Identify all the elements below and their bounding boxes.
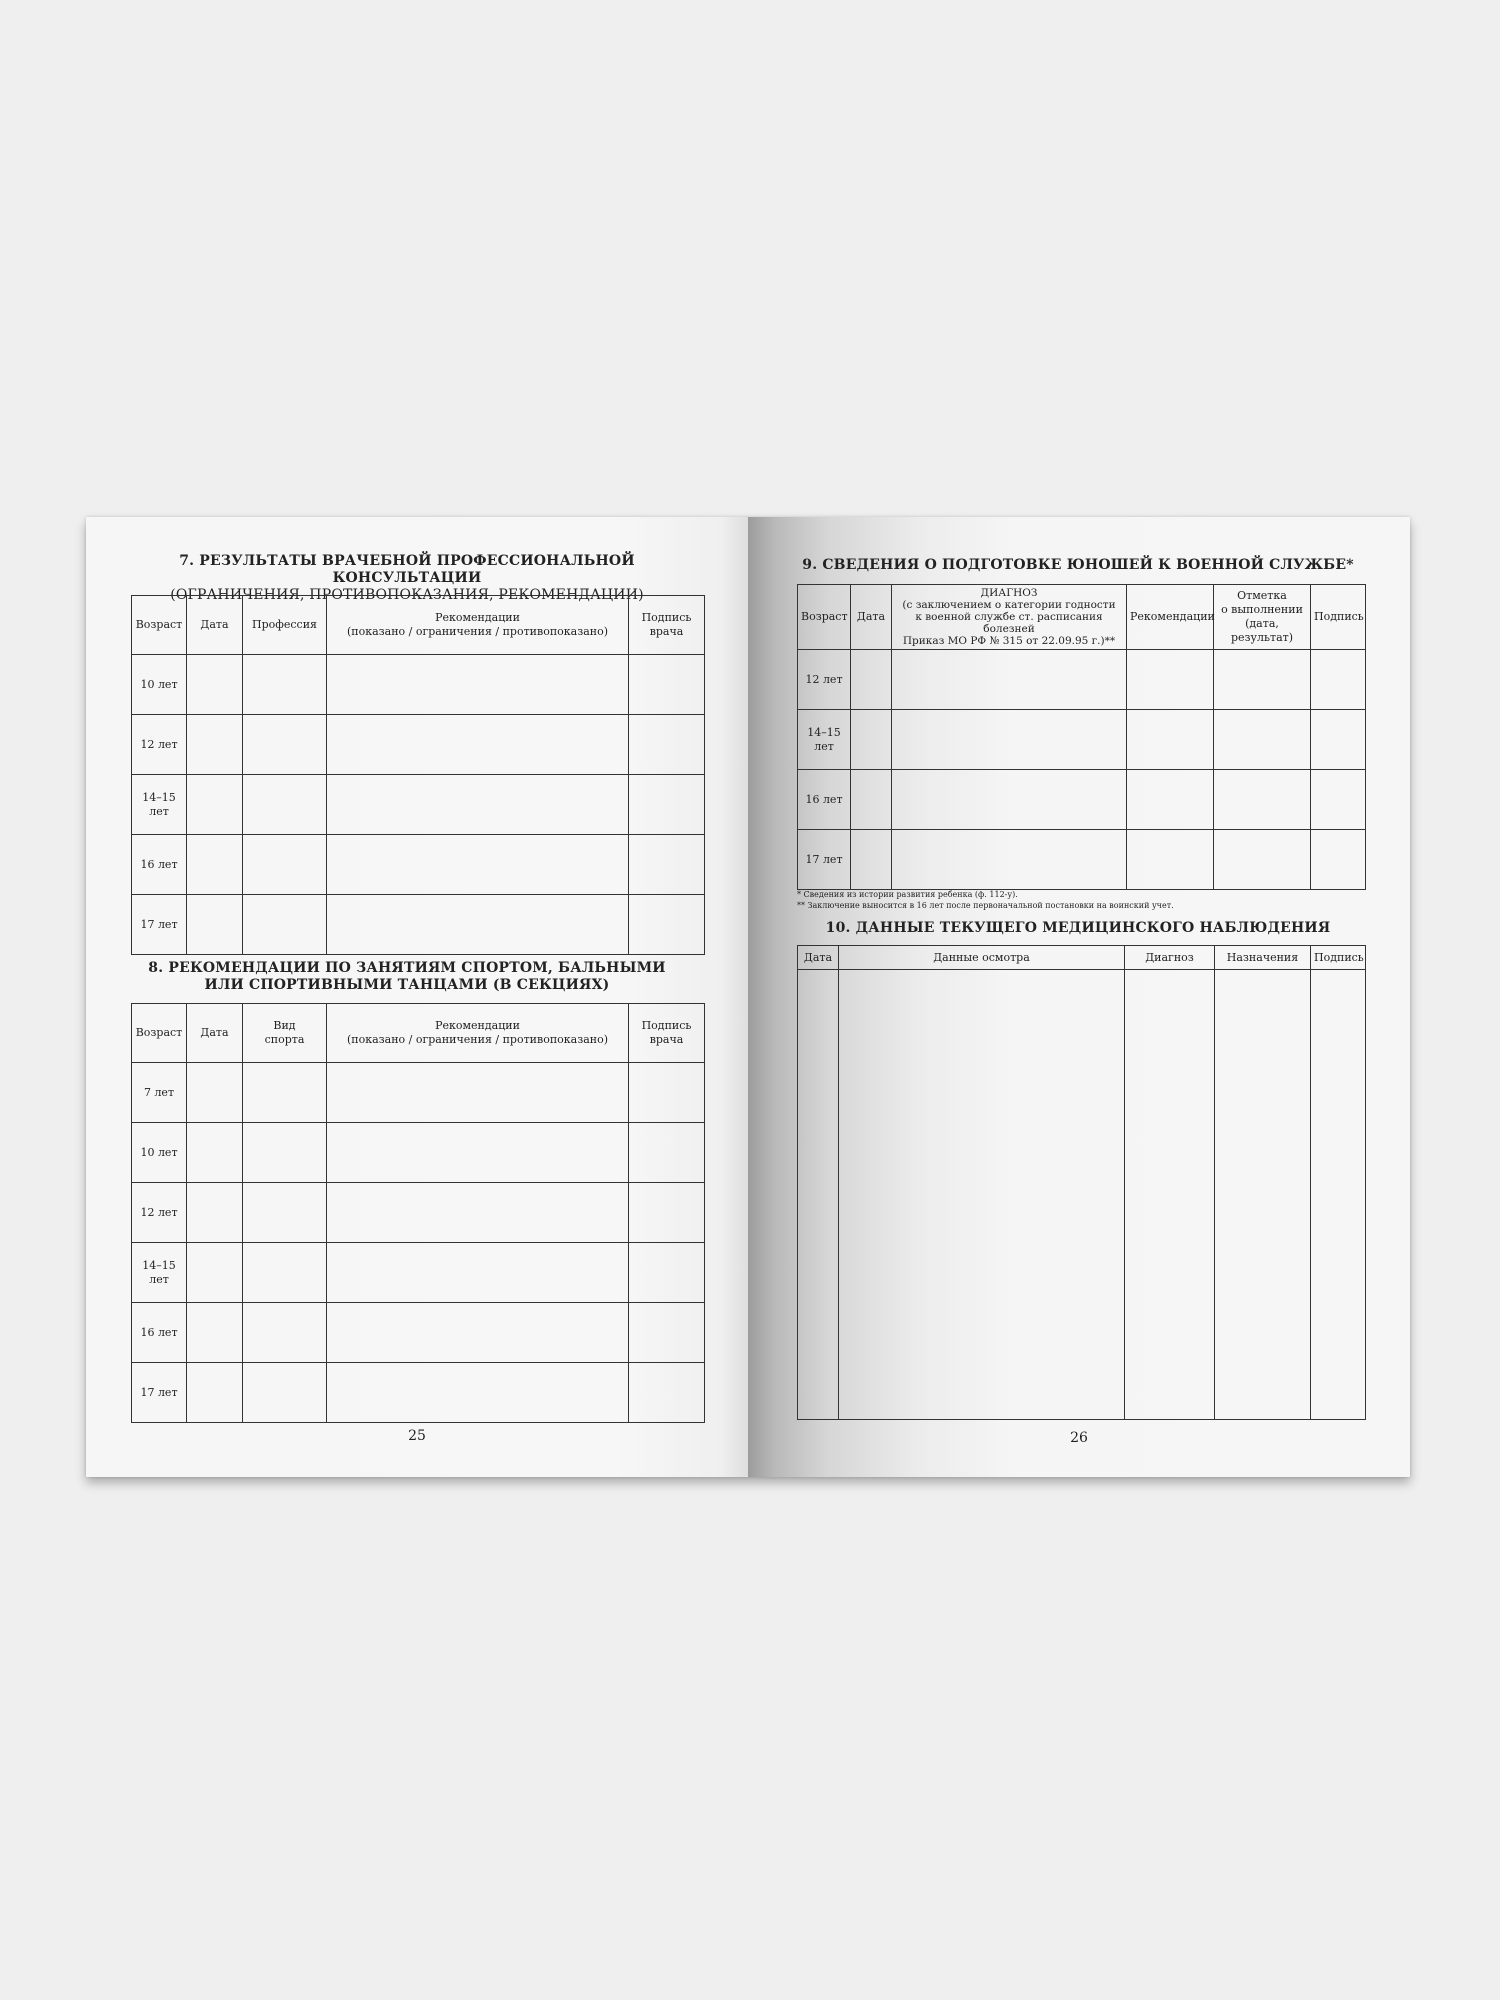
section8-heading <box>116 960 698 994</box>
signature-cell[interactable] <box>629 715 705 775</box>
signature-cell[interactable] <box>629 1363 705 1423</box>
profession-cell[interactable] <box>243 715 327 775</box>
recommendation-cell[interactable] <box>327 715 629 775</box>
table-row <box>132 1063 705 1123</box>
age-cell: 17 лет <box>132 1363 187 1423</box>
recommendation-cell[interactable] <box>327 1243 629 1303</box>
sport-cell[interactable] <box>243 1063 327 1123</box>
open-booklet <box>86 517 1410 1477</box>
date-cell[interactable] <box>851 770 892 830</box>
section10-table <box>797 945 1366 1420</box>
footnote-1: * Сведения из истории развития ребенка (ф. 112-у). <box>797 890 1018 899</box>
date-cell[interactable] <box>851 830 892 890</box>
sport-cell[interactable] <box>243 1303 327 1363</box>
section9-title: 9. СВЕДЕНИЯ О ПОДГОТОВКЕ ЮНОШЕЙ К ВОЕННОЙ СЛУЖБЕ* <box>802 557 1354 573</box>
table-row <box>132 715 705 775</box>
signature-cell[interactable] <box>1311 970 1366 1420</box>
section7-title: 7. РЕЗУЛЬТАТЫ ВРАЧЕБНОЙ ПРОФЕССИОНАЛЬНОЙ КОНСУЛЬТАЦИИ <box>179 553 635 586</box>
signature-cell[interactable] <box>1311 770 1366 830</box>
col-header-prescriptions: Назначения <box>1215 946 1311 970</box>
col-header-diagnosis: Диагноз <box>1125 946 1215 970</box>
sport-cell[interactable] <box>243 1123 327 1183</box>
age-cell: 16 лет <box>132 835 187 895</box>
profession-cell[interactable] <box>243 775 327 835</box>
completion-cell[interactable] <box>1214 650 1311 710</box>
table-row <box>132 895 705 955</box>
recommendation-cell[interactable] <box>327 1123 629 1183</box>
date-cell[interactable] <box>187 1243 243 1303</box>
col-header-recommendations: Рекомендации (показано / ограничения / противопоказано) <box>327 1004 629 1063</box>
profession-cell[interactable] <box>243 835 327 895</box>
recommendation-cell[interactable] <box>1127 830 1214 890</box>
diagnosis-cell[interactable] <box>892 710 1127 770</box>
recommendation-cell[interactable] <box>1127 650 1214 710</box>
age-cell: 10 лет <box>132 655 187 715</box>
table-row <box>132 1363 705 1423</box>
footnote-2: ** Заключение выносится в 16 лет после первоначальной постановки на воинский учет. <box>797 901 1174 910</box>
signature-cell[interactable] <box>1311 710 1366 770</box>
signature-cell[interactable] <box>629 1303 705 1363</box>
col-header-age: Возраст <box>132 596 187 655</box>
age-cell: 7 лет <box>132 1063 187 1123</box>
col-header-sport-type: Вид спорта <box>243 1004 327 1063</box>
section10-title: 10. ДАННЫЕ ТЕКУЩЕГО МЕДИЦИНСКОГО НАБЛЮДЕНИЯ <box>825 920 1331 936</box>
recommendation-cell[interactable] <box>327 655 629 715</box>
date-cell[interactable] <box>187 655 243 715</box>
table-header-row <box>132 1004 705 1063</box>
sport-cell[interactable] <box>243 1243 327 1303</box>
age-cell: 16 лет <box>798 770 851 830</box>
diagnosis-cell[interactable] <box>892 830 1127 890</box>
table-row <box>798 770 1366 830</box>
table-row <box>132 1243 705 1303</box>
exam-data-cell[interactable] <box>839 970 1125 1420</box>
recommendation-cell[interactable] <box>327 1183 629 1243</box>
signature-cell[interactable] <box>629 1183 705 1243</box>
signature-cell[interactable] <box>629 1243 705 1303</box>
section9-table <box>797 584 1366 890</box>
table-row <box>132 835 705 895</box>
date-cell[interactable] <box>187 835 243 895</box>
col-header-signature: Подпись <box>1311 585 1366 650</box>
prescriptions-cell[interactable] <box>1215 970 1311 1420</box>
col-header-signature: Подпись <box>1311 946 1366 970</box>
date-cell[interactable] <box>187 1303 243 1363</box>
col-header-diagnosis: ДИАГНОЗ (с заключением о категории годности к военной службе ст. расписания болезней Приказ МО РФ № 315 от 22.09.95 г.)** <box>892 585 1127 650</box>
signature-cell[interactable] <box>1311 650 1366 710</box>
col-header-age: Возраст <box>132 1004 187 1063</box>
date-cell[interactable] <box>851 710 892 770</box>
completion-cell[interactable] <box>1214 830 1311 890</box>
age-cell: 14–15 лет <box>132 1243 187 1303</box>
age-cell: 16 лет <box>132 1303 187 1363</box>
col-header-age: Возраст <box>798 585 851 650</box>
col-header-recommendations: Рекомендации <box>1127 585 1214 650</box>
completion-cell[interactable] <box>1214 770 1311 830</box>
profession-cell[interactable] <box>243 895 327 955</box>
date-cell[interactable] <box>851 650 892 710</box>
recommendation-cell[interactable] <box>327 775 629 835</box>
col-header-date: Дата <box>851 585 892 650</box>
section7-subtitle: (ОГРАНИЧЕНИЯ, ПРОТИВОПОКАЗАНИЯ, РЕКОМЕНДАЦИИ) <box>170 587 644 603</box>
table-row <box>798 650 1366 710</box>
age-cell: 14–15 лет <box>132 775 187 835</box>
table-header-row <box>798 946 1366 970</box>
page-number-right: 26 <box>1070 1430 1088 1446</box>
table-row <box>132 1183 705 1243</box>
col-header-profession: Профессия <box>243 596 327 655</box>
recommendation-cell[interactable] <box>1127 710 1214 770</box>
date-cell[interactable] <box>187 1183 243 1243</box>
sport-cell[interactable] <box>243 1363 327 1423</box>
age-cell: 12 лет <box>132 715 187 775</box>
col-header-completion-mark: Отметка о выполнении (дата, результат) <box>1214 585 1311 650</box>
diagnosis-cell[interactable] <box>1125 970 1215 1420</box>
signature-cell[interactable] <box>629 895 705 955</box>
col-header-recommendations: Рекомендации (показано / ограничения / противопоказано) <box>327 596 629 655</box>
date-cell[interactable] <box>187 1363 243 1423</box>
section8-title-line2: ИЛИ СПОРТИВНЫМИ ТАНЦАМИ (В СЕКЦИЯХ) <box>204 977 610 993</box>
age-cell: 17 лет <box>132 895 187 955</box>
section8-table <box>131 1003 705 1423</box>
age-cell: 12 лет <box>798 650 851 710</box>
recommendation-cell[interactable] <box>327 835 629 895</box>
col-header-exam-data: Данные осмотра <box>839 946 1125 970</box>
col-header-doctor-signature: Подпись врача <box>629 596 705 655</box>
table-header-row <box>132 596 705 655</box>
diagnosis-cell[interactable] <box>892 650 1127 710</box>
recommendation-cell[interactable] <box>1127 770 1214 830</box>
recommendation-cell[interactable] <box>327 895 629 955</box>
table-row <box>132 1123 705 1183</box>
date-cell[interactable] <box>187 895 243 955</box>
recommendation-cell[interactable] <box>327 1303 629 1363</box>
section9-footnotes <box>797 889 1365 911</box>
age-cell: 14–15 лет <box>798 710 851 770</box>
left-page <box>86 517 748 1477</box>
completion-cell[interactable] <box>1214 710 1311 770</box>
date-cell[interactable] <box>187 1063 243 1123</box>
signature-cell[interactable] <box>629 1123 705 1183</box>
date-cell[interactable] <box>187 1123 243 1183</box>
profession-cell[interactable] <box>243 655 327 715</box>
page-number-left: 25 <box>408 1428 426 1444</box>
col-header-date: Дата <box>798 946 839 970</box>
recommendation-cell[interactable] <box>327 1063 629 1123</box>
age-cell: 12 лет <box>132 1183 187 1243</box>
date-cell[interactable] <box>187 775 243 835</box>
date-cell[interactable] <box>187 715 243 775</box>
signature-cell[interactable] <box>629 655 705 715</box>
section8-title-line1: 8. РЕКОМЕНДАЦИИ ПО ЗАНЯТИЯМ СПОРТОМ, БАЛЬНЫМИ <box>148 960 666 976</box>
date-cell[interactable] <box>798 970 839 1420</box>
signature-cell[interactable] <box>629 835 705 895</box>
age-cell: 17 лет <box>798 830 851 890</box>
table-row <box>798 710 1366 770</box>
signature-cell[interactable] <box>629 1063 705 1123</box>
right-page <box>748 517 1410 1477</box>
sport-cell[interactable] <box>243 1183 327 1243</box>
col-header-date: Дата <box>187 1004 243 1063</box>
recommendation-cell[interactable] <box>327 1363 629 1423</box>
diagnosis-cell[interactable] <box>892 770 1127 830</box>
table-row <box>132 1303 705 1363</box>
table-row <box>798 970 1366 1420</box>
signature-cell[interactable] <box>1311 830 1366 890</box>
table-row <box>798 830 1366 890</box>
col-header-doctor-signature: Подпись врача <box>629 1004 705 1063</box>
col-header-date: Дата <box>187 596 243 655</box>
table-row <box>132 655 705 715</box>
table-header-row <box>798 585 1366 650</box>
table-row <box>132 775 705 835</box>
age-cell: 10 лет <box>132 1123 187 1183</box>
section7-table <box>131 595 705 955</box>
signature-cell[interactable] <box>629 775 705 835</box>
